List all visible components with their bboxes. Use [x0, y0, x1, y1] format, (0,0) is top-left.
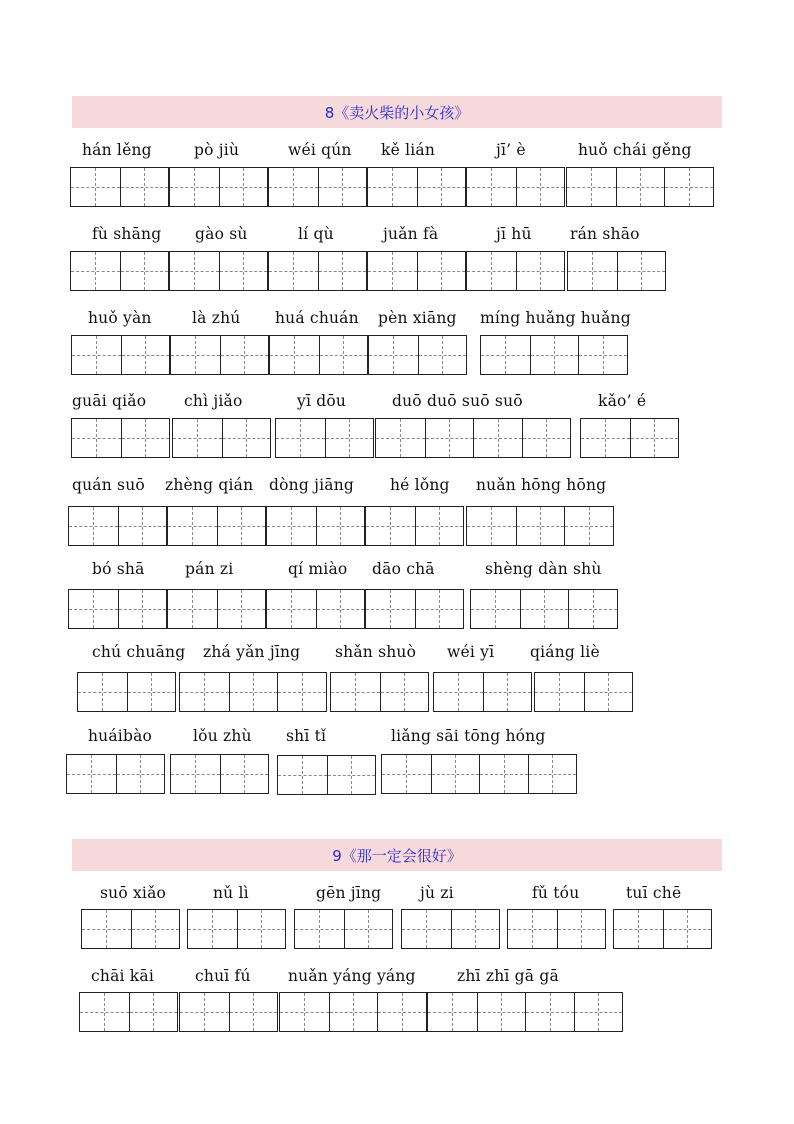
pinyin-label: chú chuāng	[92, 643, 186, 661]
character-box[interactable]	[451, 910, 500, 948]
pinyin-label: zhèng qián	[165, 476, 254, 494]
character-box[interactable]	[431, 755, 480, 793]
character-box[interactable]	[220, 336, 269, 374]
pinyin-label: quán suō	[72, 476, 145, 494]
character-box[interactable]	[516, 507, 565, 545]
character-box[interactable]	[318, 168, 367, 206]
character-box[interactable]	[344, 910, 393, 948]
character-box[interactable]	[479, 755, 528, 793]
character-box[interactable]	[530, 336, 579, 374]
character-box[interactable]	[564, 507, 613, 545]
character-box[interactable]	[417, 168, 466, 206]
character-box[interactable]	[71, 252, 120, 290]
pinyin-label: shǎn shuò	[335, 643, 417, 661]
character-box[interactable]	[80, 993, 129, 1031]
writing-grid[interactable]	[580, 418, 679, 458]
writing-grid[interactable]	[566, 167, 714, 207]
character-box[interactable]	[508, 910, 557, 948]
character-box[interactable]	[171, 755, 220, 793]
pinyin-label: kě lián	[381, 141, 436, 159]
character-box[interactable]	[473, 419, 522, 457]
character-box[interactable]	[467, 507, 516, 545]
character-box[interactable]	[229, 993, 278, 1031]
character-box[interactable]	[217, 590, 266, 628]
character-box[interactable]	[67, 755, 116, 793]
character-box[interactable]	[267, 507, 316, 545]
character-box[interactable]	[269, 252, 318, 290]
pinyin-label: fǔ tóu	[532, 884, 580, 902]
pinyin-label: jù zi	[420, 884, 454, 902]
pinyin-label: yī dōu	[297, 392, 347, 410]
writing-grid[interactable]	[70, 251, 169, 291]
character-box[interactable]	[516, 168, 565, 206]
writing-grid[interactable]	[367, 251, 466, 291]
writing-grid[interactable]	[68, 589, 167, 629]
character-box[interactable]	[222, 419, 271, 457]
character-box[interactable]	[329, 993, 378, 1031]
writing-grid[interactable]	[170, 754, 269, 794]
character-box[interactable]	[277, 673, 326, 711]
character-box[interactable]	[168, 507, 217, 545]
section-title: 9《那一定会很好》	[72, 839, 722, 871]
character-box[interactable]	[229, 673, 278, 711]
pinyin-label: guāi qiǎo	[72, 392, 147, 410]
writing-grid[interactable]	[466, 251, 565, 291]
character-box[interactable]	[614, 910, 663, 948]
character-box[interactable]	[377, 993, 426, 1031]
pinyin-label: jī’ è	[496, 141, 526, 159]
character-box[interactable]	[520, 590, 569, 628]
section-title: 8《卖火柴的小女孩》	[72, 96, 722, 128]
pinyin-label: qí miào	[288, 560, 348, 578]
character-box[interactable]	[467, 168, 516, 206]
writing-grid[interactable]	[187, 909, 286, 949]
character-box[interactable]	[418, 336, 467, 374]
pinyin-label: qiáng liè	[530, 643, 600, 661]
character-box[interactable]	[82, 910, 131, 948]
writing-grid[interactable]	[367, 167, 466, 207]
character-box[interactable]	[188, 910, 237, 948]
character-box[interactable]	[267, 590, 316, 628]
writing-grid[interactable]	[401, 909, 500, 949]
pinyin-label: bó shā	[92, 560, 145, 578]
pinyin-label: duō duō suō suō	[392, 392, 523, 410]
character-box[interactable]	[578, 336, 627, 374]
writing-grid[interactable]	[71, 335, 170, 375]
character-box[interactable]	[574, 993, 623, 1031]
character-box[interactable]	[368, 252, 417, 290]
pinyin-label: míng huǎng huǎng	[480, 309, 631, 327]
pinyin-label: shī tǐ	[286, 727, 327, 745]
character-box[interactable]	[269, 168, 318, 206]
character-box[interactable]	[180, 993, 229, 1031]
character-box[interactable]	[219, 168, 268, 206]
character-box[interactable]	[219, 252, 268, 290]
writing-grid[interactable]	[179, 992, 278, 1032]
writing-grid[interactable]	[169, 251, 268, 291]
character-box[interactable]	[516, 252, 565, 290]
writing-grid[interactable]	[466, 167, 565, 207]
character-box[interactable]	[72, 336, 121, 374]
character-box[interactable]	[71, 168, 120, 206]
character-box[interactable]	[584, 673, 633, 711]
character-box[interactable]	[522, 419, 571, 457]
writing-grid[interactable]	[68, 506, 167, 546]
character-box[interactable]	[318, 252, 367, 290]
character-box[interactable]	[72, 419, 121, 457]
pinyin-label: huǒ chái gěng	[578, 141, 692, 159]
writing-grid[interactable]	[480, 335, 628, 375]
character-box[interactable]	[664, 168, 713, 206]
pinyin-label: gào sù	[195, 225, 248, 243]
character-box[interactable]	[295, 910, 344, 948]
character-box[interactable]	[617, 252, 666, 290]
character-box[interactable]	[78, 673, 127, 711]
character-box[interactable]	[118, 507, 167, 545]
character-box[interactable]	[525, 993, 574, 1031]
character-box[interactable]	[327, 756, 376, 794]
pinyin-label: pèn xiāng	[378, 309, 457, 327]
pinyin-label: nuǎn yáng yáng	[288, 967, 416, 985]
character-box[interactable]	[116, 755, 165, 793]
writing-grid[interactable]	[170, 335, 269, 375]
character-box[interactable]	[220, 755, 269, 793]
pinyin-label: wéi yī	[447, 643, 495, 661]
character-box[interactable]	[366, 590, 415, 628]
character-box[interactable]	[170, 168, 219, 206]
writing-grid[interactable]	[81, 909, 180, 949]
pinyin-label: tuī chē	[626, 884, 682, 902]
character-box[interactable]	[121, 419, 170, 457]
character-box[interactable]	[481, 336, 530, 374]
character-box[interactable]	[325, 419, 374, 457]
pinyin-label: kǎo’ é	[598, 392, 647, 410]
character-box[interactable]	[557, 910, 606, 948]
character-box[interactable]	[415, 507, 464, 545]
writing-grid[interactable]	[375, 418, 571, 458]
pinyin-label: chuī fú	[195, 967, 251, 985]
pinyin-label: juǎn fà	[383, 225, 439, 243]
pinyin-label: huáibào	[88, 727, 153, 745]
pinyin-label: wéi qún	[288, 141, 352, 159]
character-box[interactable]	[567, 168, 616, 206]
character-box[interactable]	[129, 993, 178, 1031]
character-box[interactable]	[278, 756, 327, 794]
writing-grid[interactable]	[79, 992, 178, 1032]
character-box[interactable]	[118, 590, 167, 628]
pinyin-label: là zhú	[192, 309, 241, 327]
character-box[interactable]	[376, 419, 425, 457]
character-box[interactable]	[616, 168, 665, 206]
character-box[interactable]	[131, 910, 180, 948]
writing-grid[interactable]	[613, 909, 712, 949]
pinyin-label: chāi kāi	[91, 967, 154, 985]
character-box[interactable]	[280, 993, 329, 1031]
character-box[interactable]	[319, 336, 368, 374]
character-box[interactable]	[528, 755, 577, 793]
character-box[interactable]	[369, 336, 418, 374]
writing-grid[interactable]	[169, 167, 268, 207]
writing-grid[interactable]	[77, 672, 176, 712]
writing-grid[interactable]	[381, 754, 577, 794]
writing-grid[interactable]	[567, 251, 666, 291]
character-box[interactable]	[180, 673, 229, 711]
character-box[interactable]	[331, 673, 380, 711]
character-box[interactable]	[316, 507, 365, 545]
character-box[interactable]	[276, 419, 325, 457]
character-box[interactable]	[581, 419, 630, 457]
character-box[interactable]	[368, 168, 417, 206]
writing-grid[interactable]	[368, 335, 467, 375]
character-box[interactable]	[69, 590, 118, 628]
pinyin-label: zhī zhī gā gā	[457, 967, 559, 985]
writing-grid[interactable]	[269, 335, 368, 375]
writing-grid[interactable]	[266, 506, 365, 546]
character-box[interactable]	[483, 673, 532, 711]
writing-grid[interactable]	[268, 251, 367, 291]
character-box[interactable]	[168, 590, 217, 628]
writing-grid[interactable]	[275, 418, 374, 458]
writing-grid[interactable]	[433, 672, 532, 712]
pinyin-label: lí qù	[298, 225, 334, 243]
pinyin-label: liǎng sāi tōng hóng	[391, 727, 546, 745]
character-box[interactable]	[120, 168, 169, 206]
pinyin-label: nǔ lì	[213, 884, 249, 902]
writing-grid[interactable]	[466, 506, 614, 546]
character-box[interactable]	[217, 507, 266, 545]
character-box[interactable]	[270, 336, 319, 374]
pinyin-label: hé lǒng	[390, 476, 450, 494]
character-box[interactable]	[568, 590, 617, 628]
character-box[interactable]	[120, 252, 169, 290]
writing-grid[interactable]	[507, 909, 606, 949]
character-box[interactable]	[663, 910, 712, 948]
pinyin-label: rán shāo	[570, 225, 640, 243]
character-box[interactable]	[630, 419, 679, 457]
character-box[interactable]	[467, 252, 516, 290]
pinyin-label: shèng dàn shù	[485, 560, 602, 578]
pinyin-label: hán lěng	[82, 141, 152, 159]
writing-grid[interactable]	[294, 909, 393, 949]
writing-grid[interactable]	[365, 589, 464, 629]
character-box[interactable]	[380, 673, 429, 711]
writing-grid[interactable]	[179, 672, 327, 712]
writing-grid[interactable]	[277, 755, 376, 795]
character-box[interactable]	[173, 419, 222, 457]
character-box[interactable]	[316, 590, 365, 628]
writing-grid[interactable]	[70, 167, 169, 207]
pinyin-label: jī hū	[496, 225, 532, 243]
writing-grid[interactable]	[71, 418, 170, 458]
pinyin-label: dòng jiāng	[269, 476, 354, 494]
pinyin-label: suō xiǎo	[100, 884, 167, 902]
writing-grid[interactable]	[268, 167, 367, 207]
writing-grid[interactable]	[470, 589, 618, 629]
character-box[interactable]	[568, 252, 617, 290]
pinyin-label: chì jiǎo	[184, 392, 243, 410]
writing-grid[interactable]	[279, 992, 427, 1032]
character-box[interactable]	[366, 507, 415, 545]
writing-grid[interactable]	[365, 506, 464, 546]
character-box[interactable]	[428, 993, 477, 1031]
pinyin-label: huǒ yàn	[88, 309, 152, 327]
character-box[interactable]	[415, 590, 464, 628]
pinyin-label: lǒu zhù	[193, 727, 252, 745]
character-box[interactable]	[434, 673, 483, 711]
pinyin-label: pò jiù	[194, 141, 240, 159]
character-box[interactable]	[69, 507, 118, 545]
writing-grid[interactable]	[427, 992, 623, 1032]
character-box[interactable]	[237, 910, 286, 948]
writing-grid[interactable]	[167, 506, 266, 546]
character-box[interactable]	[417, 252, 466, 290]
character-box[interactable]	[477, 993, 526, 1031]
writing-grid[interactable]	[266, 589, 365, 629]
pinyin-label: zhá yǎn jīng	[203, 643, 301, 661]
character-box[interactable]	[471, 590, 520, 628]
writing-grid[interactable]	[66, 754, 165, 794]
pinyin-label: huá chuán	[275, 309, 359, 327]
writing-grid[interactable]	[172, 418, 271, 458]
pinyin-label: pán zi	[185, 560, 234, 578]
pinyin-label: nuǎn hōng hōng	[476, 476, 607, 494]
pinyin-label: gēn jīng	[316, 884, 382, 902]
writing-grid[interactable]	[534, 672, 633, 712]
character-box[interactable]	[535, 673, 584, 711]
character-box[interactable]	[402, 910, 451, 948]
character-box[interactable]	[127, 673, 176, 711]
character-box[interactable]	[121, 336, 170, 374]
character-box[interactable]	[425, 419, 474, 457]
character-box[interactable]	[382, 755, 431, 793]
writing-grid[interactable]	[330, 672, 429, 712]
pinyin-label: fù shāng	[92, 225, 162, 243]
character-box[interactable]	[170, 252, 219, 290]
pinyin-label: dāo chā	[372, 560, 435, 578]
writing-grid[interactable]	[167, 589, 266, 629]
character-box[interactable]	[171, 336, 220, 374]
